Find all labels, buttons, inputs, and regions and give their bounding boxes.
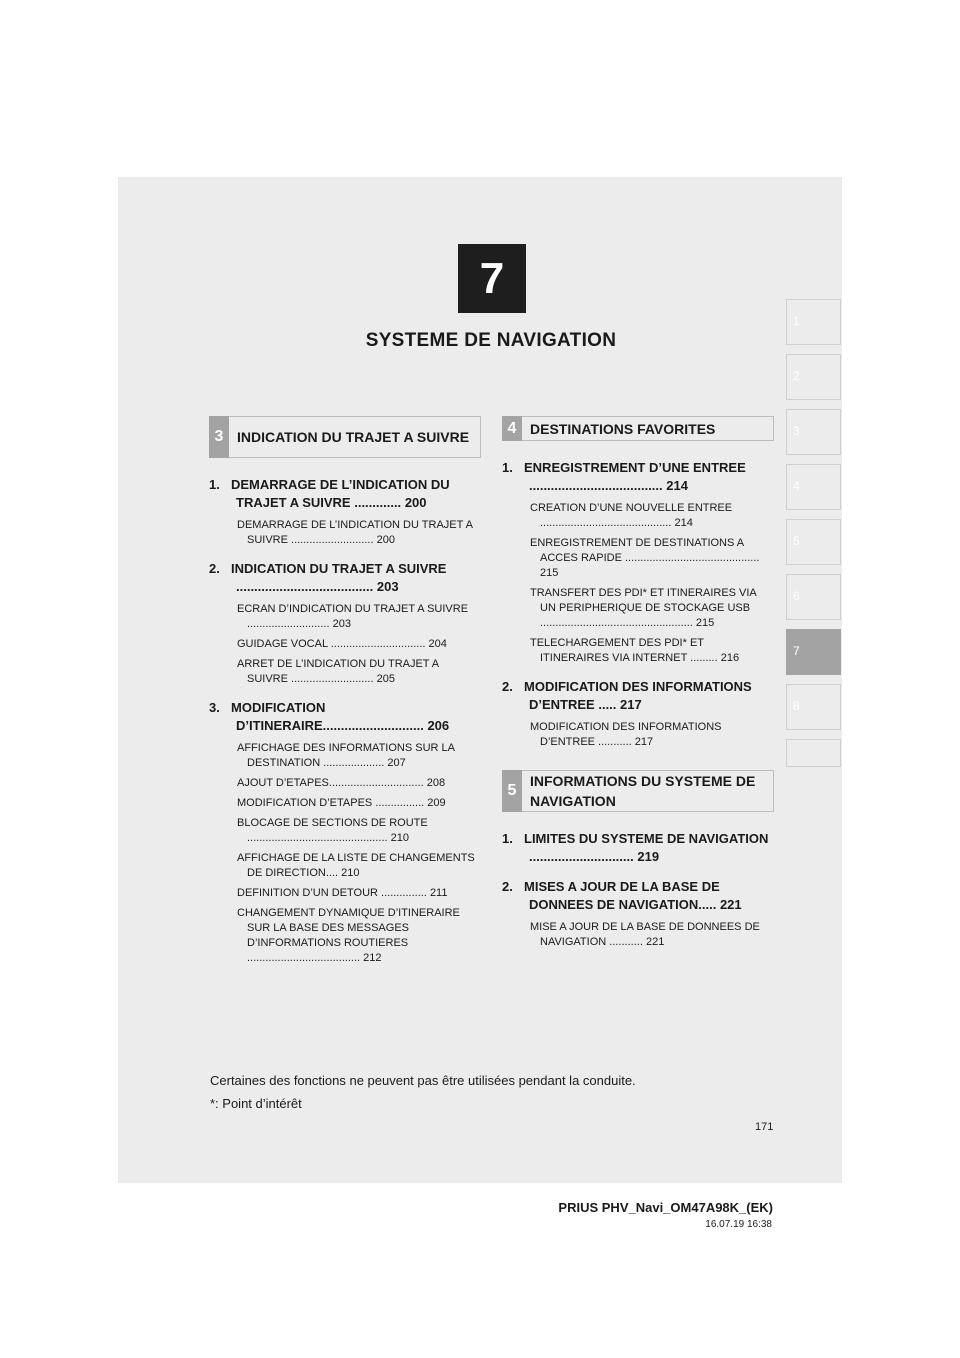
chapter-tab-8[interactable]: 8 bbox=[786, 684, 841, 730]
toc-subentry[interactable]: DEFINITION D’UN DETOUR ............... 211 bbox=[237, 887, 448, 899]
toc-entry[interactable]: 1. DEMARRAGE DE L’INDICATION DU TRAJET A SUIVRE ............. 200 bbox=[209, 477, 450, 510]
toc-subentry[interactable]: TRANSFERT DES PDI* ET ITINERAIRES VIA UN PERIPHERIQUE DE STOCKAGE USB .................................................. 215 bbox=[530, 587, 757, 629]
section-title: INFORMATIONS DU SYSTEME DE NAVIGATION bbox=[530, 773, 756, 809]
note-driving: Certaines des fonctions ne peuvent pas être utilisées pendant la conduite. bbox=[210, 1073, 636, 1088]
chapter-title: SYSTEME DE NAVIGATION bbox=[365, 330, 617, 351]
toc-entry[interactable]: 1. ENREGISTREMENT D’UNE ENTREE ..................................... 214 bbox=[502, 460, 746, 493]
toc-subentry[interactable]: CHANGEMENT DYNAMIQUE D’ITINERAIRE SUR LA BASE DES MESSAGES D’INFORMATIONS ROUTIERES ..................................... 212 bbox=[237, 907, 460, 964]
section-header-4 bbox=[502, 416, 774, 441]
toc-subentry[interactable]: BLOCAGE DE SECTIONS DE ROUTE .............................................. 210 bbox=[237, 817, 428, 844]
toc-subentry[interactable]: TELECHARGEMENT DES PDI* ET ITINERAIRES VIA INTERNET ......... 216 bbox=[530, 637, 740, 664]
chapter-tab-1[interactable]: 1 bbox=[786, 299, 841, 345]
toc-entry[interactable]: 1. LIMITES DU SYSTEME DE NAVIGATION ............................. 219 bbox=[502, 831, 769, 864]
footer-timestamp: 16.07.19 16:38 bbox=[705, 1219, 772, 1230]
chapter-tab-5[interactable]: 5 bbox=[786, 519, 841, 565]
toc-subentry[interactable]: MODIFICATION DES INFORMATIONS D’ENTREE ........... 217 bbox=[530, 721, 722, 748]
toc-subentry[interactable]: ECRAN D’INDICATION DU TRAJET A SUIVRE ........................... 203 bbox=[237, 603, 469, 630]
toc-entry[interactable]: 2. INDICATION DU TRAJET A SUIVRE ...................................... 203 bbox=[209, 561, 447, 594]
toc-entry[interactable]: 3. MODIFICATION D’ITINERAIRE............................ 206 bbox=[209, 700, 450, 733]
section-title: DESTINATIONS FAVORITES bbox=[530, 420, 716, 437]
chapter-tab-3[interactable]: 3 bbox=[786, 409, 841, 455]
toc-subentry[interactable]: CREATION D’UNE NOUVELLE ENTREE ........................................... 214 bbox=[530, 502, 733, 529]
toc-subentry[interactable]: DEMARRAGE DE L’INDICATION DU TRAJET A SUIVRE ........................... 200 bbox=[237, 519, 473, 546]
footer-document-id: PRIUS PHV_Navi_OM47A98K_(EK) bbox=[558, 1200, 773, 1215]
page-number: 171 bbox=[755, 1121, 774, 1133]
section-header-5 bbox=[502, 770, 774, 812]
toc-subentry[interactable]: GUIDAGE VOCAL ............................... 204 bbox=[237, 638, 447, 650]
toc-subentry[interactable]: AJOUT D’ETAPES............................... 208 bbox=[237, 777, 446, 789]
toc-subentry[interactable]: AFFICHAGE DE LA LISTE DE CHANGEMENTS DE DIRECTION.... 210 bbox=[237, 852, 475, 879]
left-column bbox=[209, 416, 481, 966]
section-number: 5 bbox=[502, 770, 522, 812]
chapter-tab-7[interactable]: 7 bbox=[786, 629, 841, 675]
section-number: 4 bbox=[502, 416, 522, 441]
chapter-tab-6[interactable]: 6 bbox=[786, 574, 841, 620]
chapter-tab-4[interactable]: 4 bbox=[786, 464, 841, 510]
right-column bbox=[502, 416, 774, 950]
toc-entry[interactable]: 2. MISES A JOUR DE LA BASE DE DONNEES DE NAVIGATION..... 221 bbox=[502, 879, 742, 912]
toc-subentry[interactable]: MODIFICATION D’ETAPES ................ 209 bbox=[237, 797, 446, 809]
toc-entry[interactable]: 2. MODIFICATION DES INFORMATIONS D’ENTREE ..... 217 bbox=[502, 679, 752, 712]
chapter-number: 7 bbox=[479, 254, 505, 303]
toc-subentry[interactable]: ENREGISTREMENT DE DESTINATIONS A ACCES RAPIDE ............................................ 215 bbox=[530, 537, 760, 579]
section-number: 3 bbox=[209, 416, 229, 458]
chapter-number-box bbox=[458, 244, 526, 313]
toc-subentry[interactable]: ARRET DE L’INDICATION DU TRAJET A SUIVRE ........................... 205 bbox=[237, 658, 439, 685]
note-poi: *: Point d’intérêt bbox=[210, 1096, 302, 1111]
toc-subentry[interactable]: MISE A JOUR DE LA BASE DE DONNEES DE NAVIGATION ........... 221 bbox=[530, 921, 760, 948]
chapter-tab-2[interactable]: 2 bbox=[786, 354, 841, 400]
section-title: INDICATION DU TRAJET A SUIVRE bbox=[237, 429, 470, 445]
toc-subentry[interactable]: AFFICHAGE DES INFORMATIONS SUR LA DESTINATION .................... 207 bbox=[237, 742, 455, 769]
section-header-3 bbox=[209, 416, 481, 458]
chapter-tab-blank[interactable] bbox=[786, 739, 841, 767]
